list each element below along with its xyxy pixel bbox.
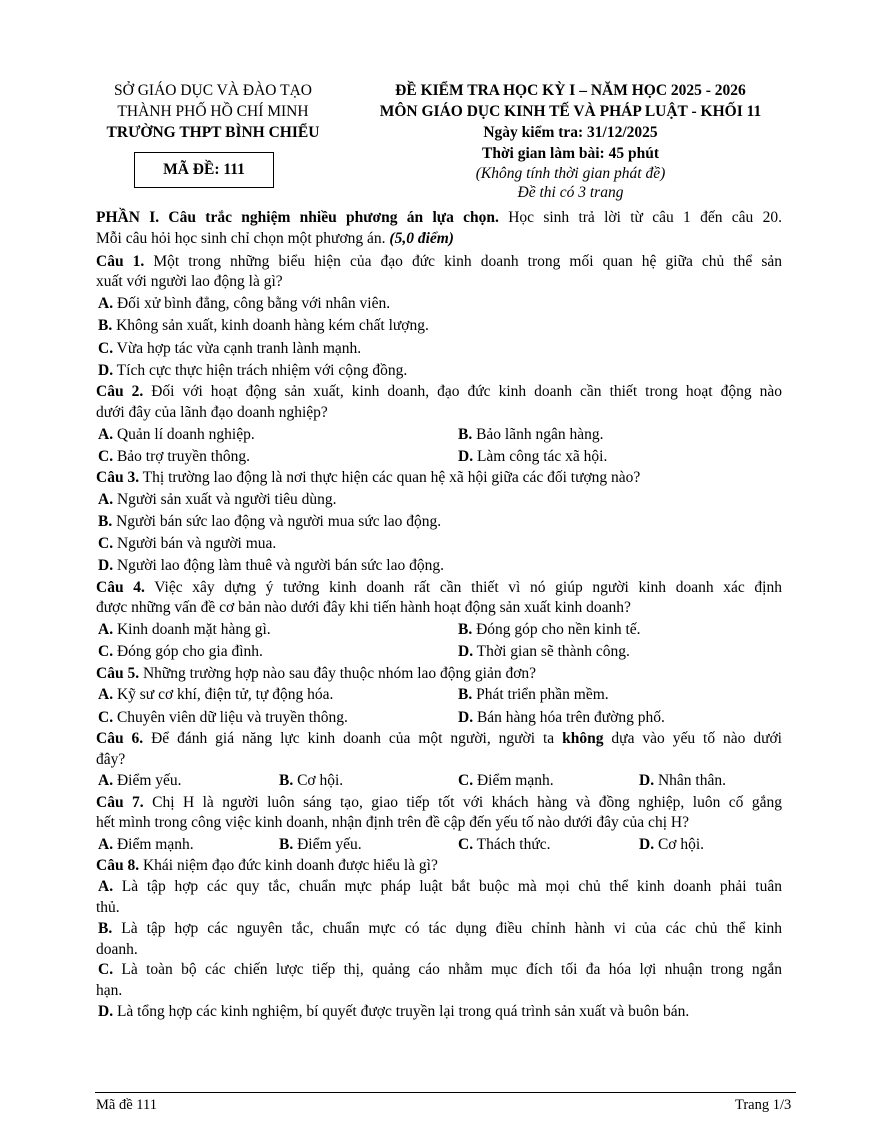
footer-exam-code: Mã đề 111 <box>96 1097 157 1113</box>
option-a[interactable]: A. Đối xử bình đẳng, công bằng với nhân viên. <box>98 295 391 313</box>
question-4 <box>96 578 782 664</box>
option-row <box>96 338 782 360</box>
question-label: Câu 5. <box>96 664 140 682</box>
department-line-2: THÀNH PHỐ HỒ CHÍ MINH <box>117 103 309 120</box>
option-a[interactable]: A. Quản lí doanh nghiệp. <box>98 425 255 443</box>
option-d[interactable]: D. Nhân thân. <box>639 772 726 790</box>
question-text: dựa vào yếu tố nào dưới <box>603 729 782 747</box>
question-5 <box>96 664 782 729</box>
option-b[interactable]: B. Cơ hội. <box>279 772 344 790</box>
option-c[interactable]: C. Là toàn bộ các chiến lược tiếp thị, quảng cáo nhằm mục đích tối đa hóa lợi nhuận trong ngắn hạn. <box>96 961 782 1000</box>
option-row <box>96 770 782 792</box>
option-a[interactable]: A. Người sản xuất và người tiêu dùng. <box>98 490 337 508</box>
option-row <box>96 360 782 382</box>
question-text: đây? <box>96 750 126 768</box>
exam-date: Ngày kiểm tra: 31/12/2025 <box>483 124 658 141</box>
option-b[interactable]: B. Điểm yếu. <box>279 836 362 854</box>
option-b[interactable]: B. Không sản xuất, kinh doanh hàng kém chất lượng. <box>98 317 429 335</box>
option-row <box>96 315 782 337</box>
part-instruction-b: Mỗi câu hỏi học sinh chỉ chọn một phương án. <box>96 229 390 247</box>
option-a[interactable]: A. Kỹ sư cơ khí, điện tử, tự động hóa. <box>98 686 334 704</box>
option-b[interactable]: B. Đóng góp cho nền kinh tế. <box>458 621 641 639</box>
part-instruction-line-2 <box>96 229 782 250</box>
option-row <box>96 293 782 315</box>
option-a[interactable]: A. Là tập hợp các quy tắc, chuẩn mực pháp luật bắt buộc mà mọi chủ thể kinh doanh phải tuân thủ. <box>96 878 782 916</box>
part-heading <box>96 208 782 229</box>
question-text: Việc xây dựng ý tưởng kinh doanh rất cần thiết vì nó giúp người kinh doanh xác định <box>144 578 782 596</box>
pages-note: Đề thi có 3 trang <box>517 184 624 201</box>
question-text: hết mình trong công việc kinh doanh, nhận định trên đề cập đến yếu tố nào dưới đây của chị H? <box>96 814 689 832</box>
question-text: Đối với hoạt động sản xuất, kinh doanh, đạo đức kinh doanh cần thiết trong hoạt động nào <box>143 383 782 400</box>
option-c[interactable]: C. Điểm mạnh. <box>458 772 554 790</box>
question-7 <box>96 793 782 857</box>
option-c[interactable]: C. Chuyên viên dữ liệu và truyền thông. <box>98 708 348 726</box>
question-text: xuất với người lao động là gì? <box>96 273 283 291</box>
option-row <box>96 533 782 555</box>
option-d[interactable]: D. Người lao động làm thuê và người bán sức lao động. <box>98 557 444 575</box>
footer-page-number: Trang 1/3 <box>735 1097 792 1113</box>
question-6 <box>96 729 782 793</box>
option-d[interactable]: D. Bán hàng hóa trên đường phố. <box>458 708 665 726</box>
question-emphasis: không <box>562 729 604 747</box>
part-instruction-a: Học sinh trả lời từ câu 1 đến câu 20. <box>498 209 782 226</box>
option-row <box>96 555 782 577</box>
option-row <box>96 489 782 511</box>
question-8 <box>96 856 782 1022</box>
question-label: Câu 4. <box>96 578 145 596</box>
option-d[interactable]: D. Thời gian sẽ thành công. <box>458 643 630 661</box>
part-points: (5,0 điểm) <box>389 229 454 247</box>
question-text: Chị H là người luôn sáng tạo, giao tiếp tốt với khách hàng và đồng nghiệp, luôn cố gắng <box>143 793 782 811</box>
option-row <box>96 446 782 468</box>
option-c[interactable]: C. Đóng góp cho gia đình. <box>98 643 263 661</box>
option-c[interactable]: C. Người bán và người mua. <box>98 535 277 553</box>
subject-title: MÔN GIÁO DỤC KINH TẾ VÀ PHÁP LUẬT - KHỐI 11 <box>379 103 762 120</box>
option-row <box>96 641 782 663</box>
question-label: Câu 8. <box>96 857 140 875</box>
option-d[interactable]: D. Tích cực thực hiện trách nhiệm với cộng đồng. <box>98 361 408 379</box>
question-label: Câu 7. <box>96 793 144 811</box>
duration-note: (Không tính thời gian phát đề) <box>475 165 666 182</box>
footer-divider <box>95 1092 796 1093</box>
option-b[interactable]: B. Bảo lãnh ngân hàng. <box>458 425 604 443</box>
option-d[interactable]: D. Cơ hội. <box>639 836 705 854</box>
exam-body <box>96 208 782 1023</box>
option-d[interactable]: D. Làm công tác xã hội. <box>458 447 608 465</box>
question-text: được những vấn đề cơ bản nào dưới đây khi tiến hành hoạt động sản xuất kinh doanh? <box>96 599 631 617</box>
exam-code-box: MÃ ĐỀ: 111 <box>134 152 274 188</box>
option-d[interactable]: D. Là tổng hợp các kinh nghiệm, bí quyết được truyền lại trong quá trình sản xuất và buôn bán. <box>98 1002 690 1020</box>
option-c[interactable]: C. Vừa hợp tác vừa cạnh tranh lành mạnh. <box>98 339 362 357</box>
option-row <box>96 834 782 856</box>
option-row <box>96 424 782 446</box>
question-text: dưới đây của lãnh đạo doanh nghiệp? <box>96 403 328 421</box>
exam-title: ĐỀ KIỂM TRA HỌC KỲ I – NĂM HỌC 2025 - 2026 <box>395 82 746 99</box>
department-line-1: SỞ GIÁO DỤC VÀ ĐÀO TẠO <box>114 82 312 99</box>
question-text: Một trong những biểu hiện của đạo đức kinh doanh trong mối quan hệ giữa chủ thể sản <box>144 252 782 270</box>
question-text: Khái niệm đạo đức kinh doanh được hiểu là gì? <box>139 857 438 875</box>
option-b[interactable]: B. Là tập hợp các nguyên tắc, chuẩn mực có tác dụng điều chỉnh hành vi của các chủ thể kinh doanh. <box>96 919 782 958</box>
option-b[interactable]: B. Phát triển phần mềm. <box>458 686 609 704</box>
question-label: Câu 6. <box>96 729 144 747</box>
question-text: Những trường hợp nào sau đây thuộc nhóm lao động giản đơn? <box>139 664 537 682</box>
question-label: Câu 3. <box>96 469 140 486</box>
question-label: Câu 1. <box>96 252 145 270</box>
exam-duration: Thời gian làm bài: 45 phút <box>482 145 659 162</box>
option-a[interactable]: A. Điểm mạnh. <box>98 836 194 854</box>
question-3 <box>96 468 782 578</box>
option-a[interactable]: A. Điểm yếu. <box>98 772 182 790</box>
option-c[interactable]: C. Thách thức. <box>458 836 551 854</box>
header-right <box>348 80 793 202</box>
question-text: Để đánh giá năng lực kinh doanh của một người, người ta <box>143 729 563 747</box>
header-left <box>82 80 344 143</box>
option-b[interactable]: B. Người bán sức lao động và người mua sức lao động. <box>98 513 442 530</box>
question-1 <box>96 252 782 382</box>
option-row <box>96 511 782 533</box>
part-title: PHẦN I. Câu trắc nghiệm nhiều phương án lựa chọn. <box>96 209 499 226</box>
option-row <box>96 619 782 641</box>
option-a[interactable]: A. Kinh doanh mặt hàng gì. <box>98 621 271 639</box>
option-c[interactable]: C. Bảo trợ truyền thông. <box>98 447 250 465</box>
question-text: Thị trường lao động là nơi thực hiện các quan hệ xã hội giữa các đối tượng nào? <box>139 469 641 486</box>
option-row <box>96 707 782 729</box>
school-name: TRƯỜNG THPT BÌNH CHIỂU <box>106 124 320 141</box>
question-label: Câu 2. <box>96 383 144 400</box>
option-row <box>96 684 782 706</box>
question-2 <box>96 382 782 468</box>
